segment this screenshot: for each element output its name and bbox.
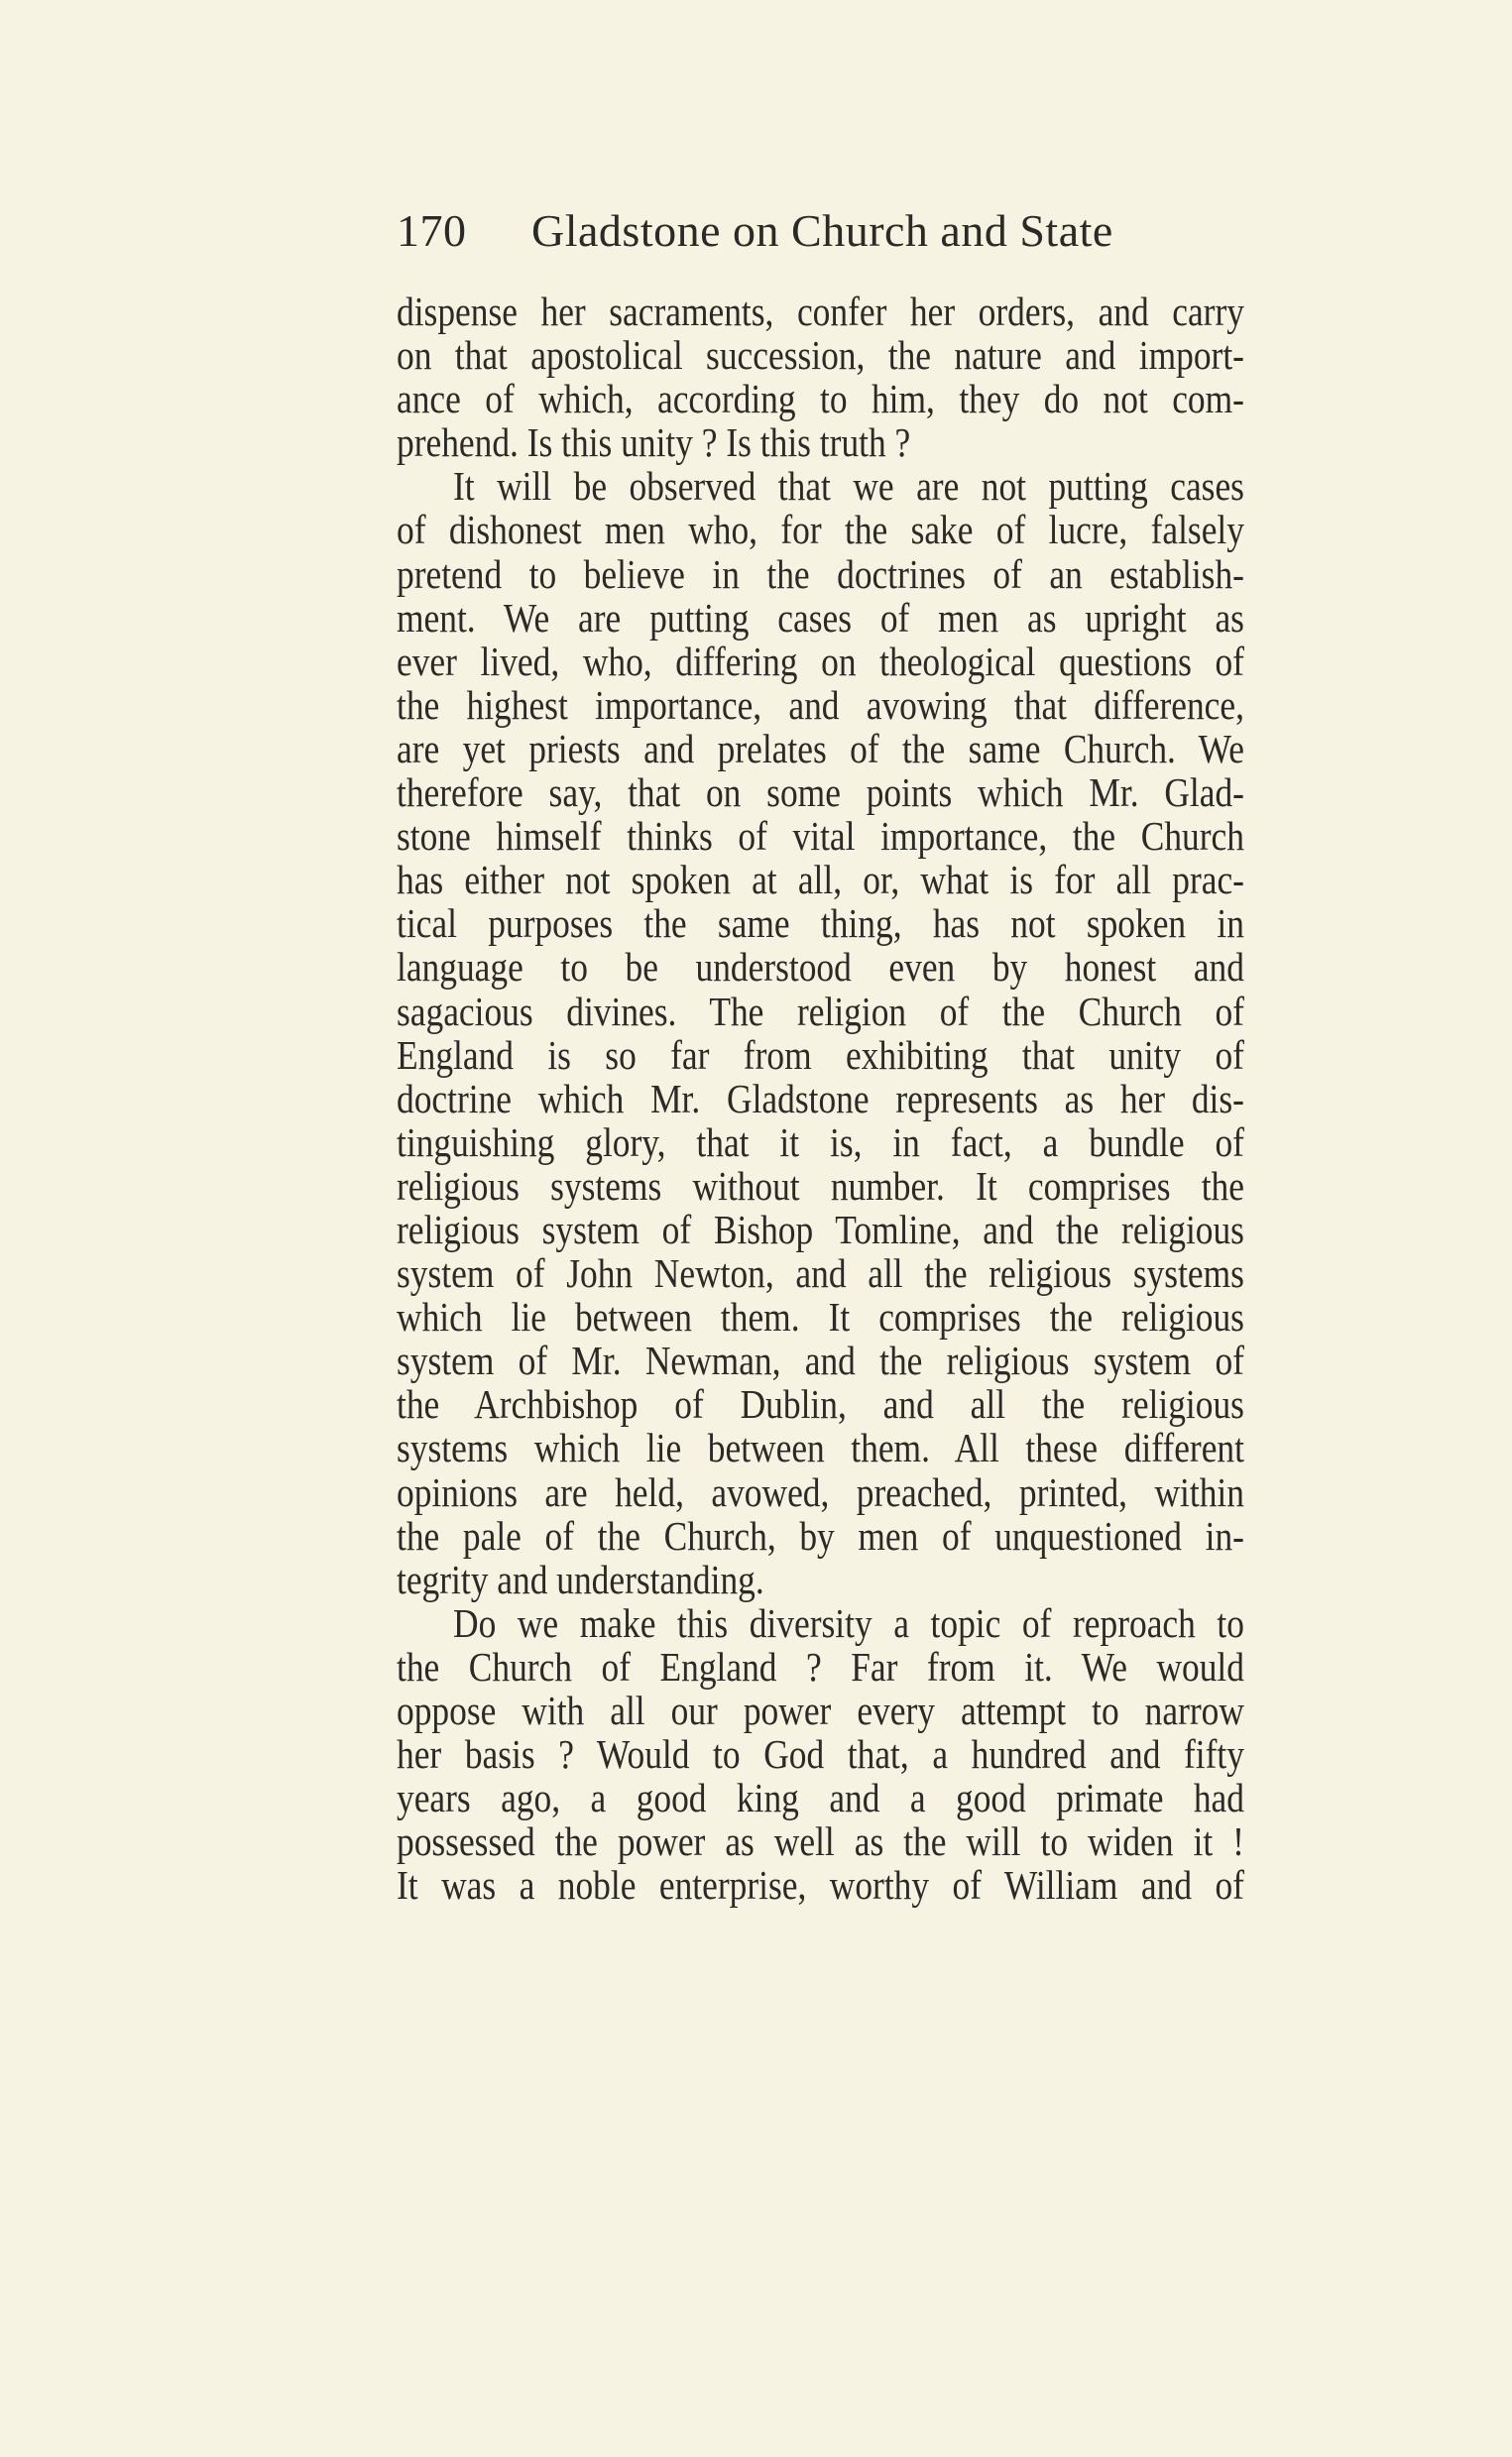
text-line: possessed the power as well as the will to widen it ! — [397, 1818, 1244, 1865]
page-number: 170 — [397, 205, 467, 256]
text-line: of dishonest men who, for the sake of lucre, falsely — [397, 507, 1244, 553]
text-line: stone himself thinks of vital importance, the Church — [397, 813, 1244, 860]
text-line: religious system of Bishop Tomline, and the religious — [397, 1206, 1244, 1252]
text-line: therefore say, that on some points which Mr. Glad- — [397, 769, 1244, 816]
text-line: tinguishing glory, that it is, in fact, a bundle of — [397, 1118, 1244, 1165]
text-line: ance of which, according to him, they do not com- — [397, 376, 1244, 422]
text-line: tegrity and understanding. — [397, 1556, 764, 1602]
text-line: dispense her sacraments, confer her orders, and carry — [397, 289, 1244, 334]
text-line: on that apostolical succession, the nature and import- — [397, 332, 1244, 379]
text-line: Do we make this diversity a topic of reproach to — [452, 1599, 1244, 1646]
text-line: prehend. Is this unity ? Is this truth ? — [397, 419, 911, 466]
text-line: ment. We are putting cases of men as upright as — [397, 594, 1244, 641]
text-line: systems which lie between them. All these different — [397, 1425, 1244, 1471]
text-line: system of John Newton, and all the religious systems — [397, 1250, 1244, 1297]
text-line: religious systems without number. It comprises the — [397, 1162, 1244, 1209]
text-line: oppose with all our power every attempt to narrow — [397, 1688, 1244, 1733]
text-line: opinions are held, avowed, preached, printed, within — [397, 1468, 1244, 1515]
text-line: are yet priests and prelates of the same Church. We — [397, 725, 1244, 771]
running-header — [397, 196, 1244, 266]
text-line: ever lived, who, differing on theological questions of — [397, 638, 1244, 684]
text-line: England is so far from exhibiting that unity of — [397, 1031, 1244, 1078]
text-line: language to be understood even by honest and — [397, 944, 1244, 991]
text-line: tical purposes the same thing, has not spoken in — [397, 900, 1244, 947]
text-line: the highest importance, and avowing that difference, — [397, 681, 1244, 728]
text-line: system of Mr. Newman, and the religious system of — [397, 1338, 1244, 1384]
text-line: the Church of England ? Far from it. We would — [397, 1643, 1244, 1690]
text-line: her basis ? Would to God that, a hundred and fifty — [397, 1731, 1244, 1778]
text-line: the Archbishop of Dublin, and all the religious — [397, 1381, 1244, 1428]
text-line: It will be observed that we are not putting cases — [452, 463, 1244, 510]
text-line: years ago, a good king and a good primate had — [397, 1775, 1244, 1821]
text-line: It was a noble enterprise, worthy of William and of — [397, 1862, 1244, 1909]
text-line: the pale of the Church, by men of unquestioned in- — [397, 1512, 1244, 1559]
text-line: pretend to believe in the doctrines of an establish- — [397, 550, 1244, 597]
text-line: which lie between them. It comprises the religious — [397, 1294, 1244, 1341]
running-title: Gladstone on Church and State — [531, 205, 1113, 256]
text-line: sagacious divines. The religion of the Church of — [397, 988, 1244, 1034]
text-line: doctrine which Mr. Gladstone represents as her dis- — [397, 1075, 1244, 1121]
text-line: has either not spoken at all, or, what is for all prac- — [397, 857, 1244, 903]
body-text — [397, 290, 1244, 1907]
